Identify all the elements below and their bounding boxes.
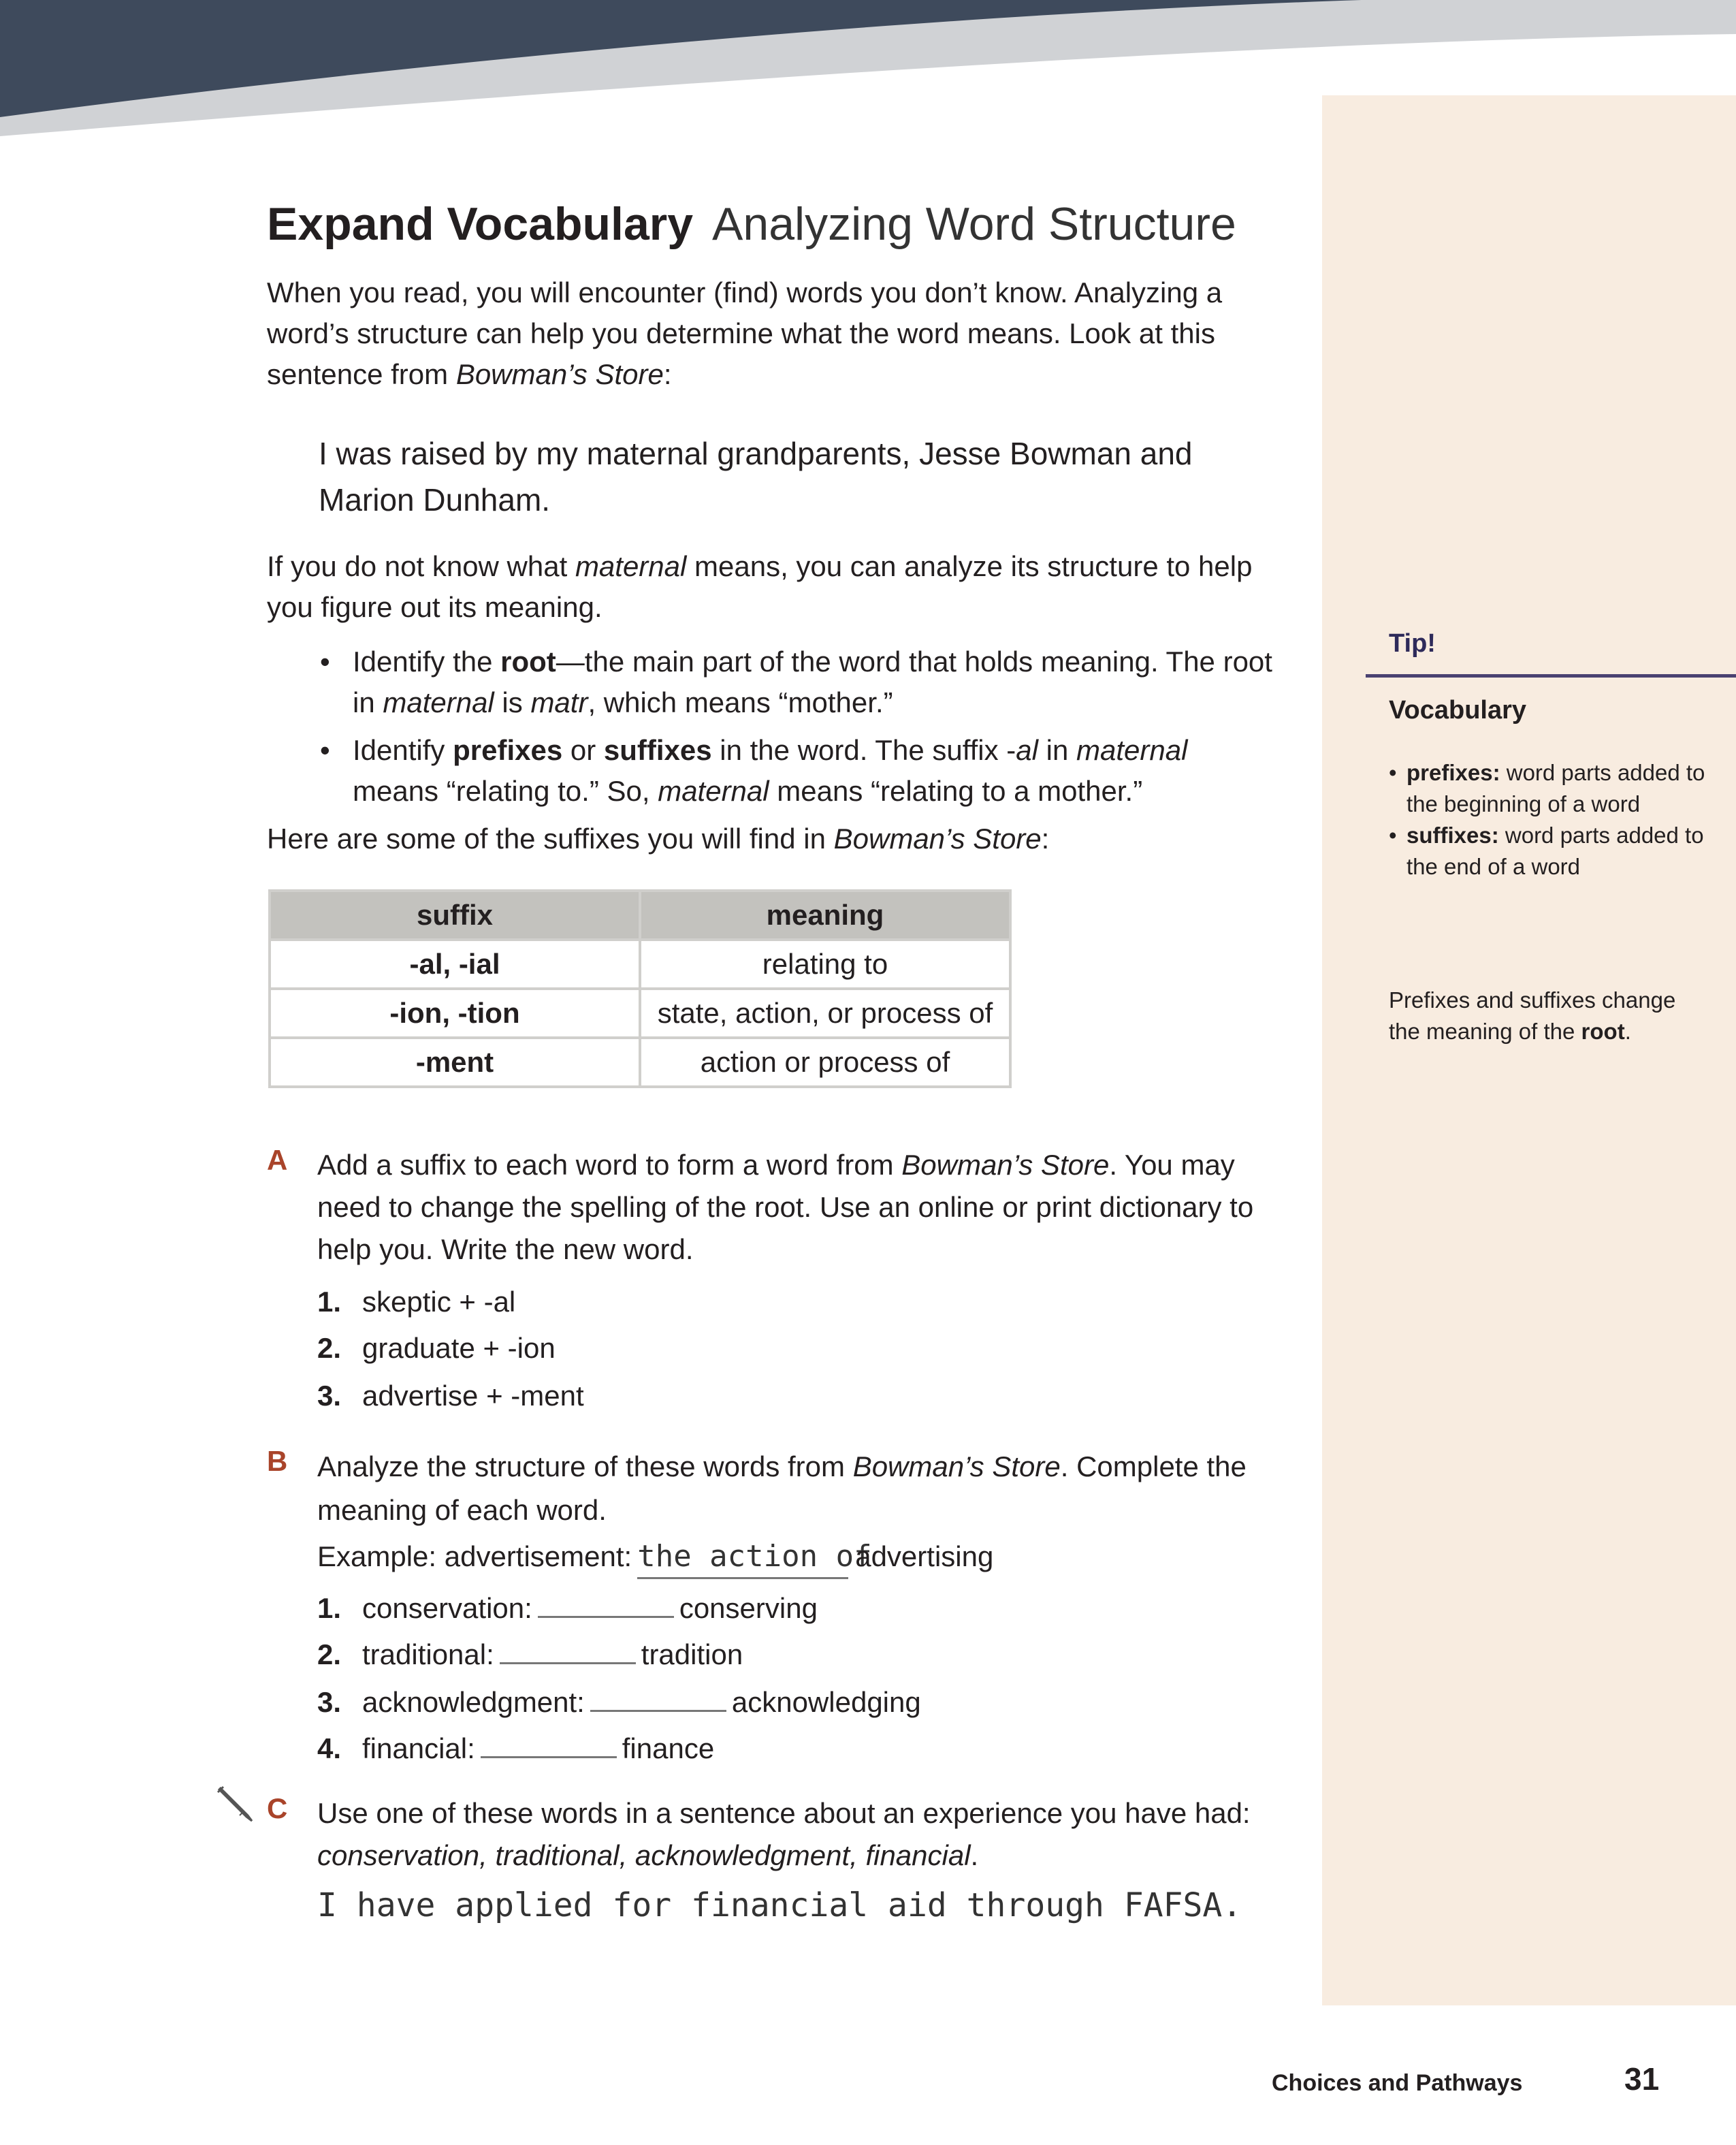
sidebar-background	[1322, 95, 1736, 2005]
strategy-list	[313, 641, 1280, 819]
title-main: Expand Vocabulary	[267, 198, 694, 250]
title-subtitle: Analyzing Word Structure	[712, 198, 1236, 250]
list-item: • prefixes: word parts added to the beginning of a word	[1389, 757, 1716, 820]
answer-blank[interactable]	[500, 1655, 636, 1664]
sidebar-heading: Vocabulary	[1389, 696, 1527, 725]
intro-text: When you read, you will encounter (find) words you don’t know. Analyzing a word’s structure can help you determine what the word means. Look at this sentence from	[267, 276, 1223, 390]
suffix-cell: -al, -ial	[270, 940, 640, 989]
meaning-cell: action or process of	[640, 1038, 1010, 1087]
intro-punct: :	[663, 358, 672, 390]
bullet-icon: •	[320, 646, 330, 678]
suffix-table	[268, 889, 1012, 1088]
section-a-item-1: 1. skeptic + -al	[317, 1286, 516, 1318]
bullet-icon: •	[1389, 823, 1397, 848]
bullet-icon: •	[320, 734, 330, 766]
analyze-text-2: means, you can analyze its structure to help you figure out its meaning.	[267, 550, 1253, 623]
section-a-instructions: Add a suffix to each word to form a word from Bowman’s Store. You may need to change the spelling of the root. Use an online or print dictionary to help you. Write the new word.	[317, 1149, 1254, 1265]
bullet-icon: •	[1389, 760, 1397, 785]
list-item: • Identify prefixes or suffixes in the word. The suffix -al in maternal means “relating to.” So, maternal means “relating to a mother.”	[313, 730, 1280, 812]
section-a-item-3: 3. advertise + -ment	[317, 1380, 584, 1412]
section-a-item-2: 2. graduate + -ion	[317, 1332, 556, 1364]
list-item: • suffixes: word parts added to the end of a word	[1389, 820, 1716, 883]
table-row	[270, 989, 1010, 1038]
suffix-cell: -ment	[270, 1038, 640, 1087]
section-b-item-4: 4. financial: finance	[317, 1732, 715, 1764]
table-row	[270, 940, 1010, 989]
section-c-letter: C	[267, 1792, 288, 1824]
section-c-instructions: Use one of these words in a sentence about an experience you have had: conservation, traditional, acknowledgment, financial.	[317, 1797, 1251, 1871]
analyze-word: maternal	[575, 550, 687, 582]
quote-block: I was raised by my maternal grandparents, Jesse Bowman and Marion Dunham.	[319, 436, 1193, 518]
sidebar-list	[1389, 757, 1716, 883]
table-row	[270, 1038, 1010, 1087]
answer-blank[interactable]	[481, 1749, 617, 1758]
section-a-letter: A	[267, 1144, 288, 1176]
analyze-text: If you do not know what	[267, 550, 575, 582]
footer-book-title: Choices and Pathways	[1272, 2070, 1523, 2096]
meaning-cell: state, action, or process of	[640, 989, 1010, 1038]
sidebar-note: Prefixes and suffixes change the meaning of the root.	[1389, 987, 1676, 1044]
suffix-intro: Here are some of the suffixes you will find in Bowman’s Store:	[267, 823, 1050, 855]
meaning-cell: relating to	[640, 940, 1010, 989]
section-b-item-3: 3. acknowledgment: acknowledging	[317, 1686, 921, 1718]
section-b-item-1: 1. conservation: conserving	[317, 1592, 818, 1624]
page-number: 31	[1624, 2061, 1660, 2097]
column-header-meaning: meaning	[640, 891, 1010, 940]
tip-label: Tip!	[1389, 629, 1436, 658]
intro-paragraph	[267, 272, 1288, 395]
list-item: • Identify the root—the main part of the word that holds meaning. The root in maternal is matr, which means “mother.”	[313, 641, 1280, 723]
column-header-suffix: suffix	[270, 891, 640, 940]
section-b-item-2: 2. traditional: tradition	[317, 1638, 743, 1670]
section-b-letter: B	[267, 1445, 288, 1477]
section-b-example: Example: advertisement: the action ofadvertising	[317, 1536, 993, 1579]
example-answer: the action of	[637, 1536, 848, 1579]
section-c-answer[interactable]: I have applied for financial aid through FAFSA.	[317, 1886, 1242, 1924]
analyze-paragraph	[267, 546, 1288, 628]
page-title	[267, 197, 1236, 251]
table-header-row	[270, 891, 1010, 940]
answer-blank[interactable]	[538, 1609, 674, 1618]
intro-source: Bowman’s Store	[455, 358, 664, 390]
tip-divider	[1366, 674, 1736, 678]
section-b-instructions: Analyze the structure of these words from Bowman’s Store. Complete the meaning of each word.	[317, 1450, 1247, 1526]
answer-blank[interactable]	[590, 1703, 726, 1712]
suffix-cell: -ion, -tion	[270, 989, 640, 1038]
pencil-icon	[216, 1785, 255, 1824]
